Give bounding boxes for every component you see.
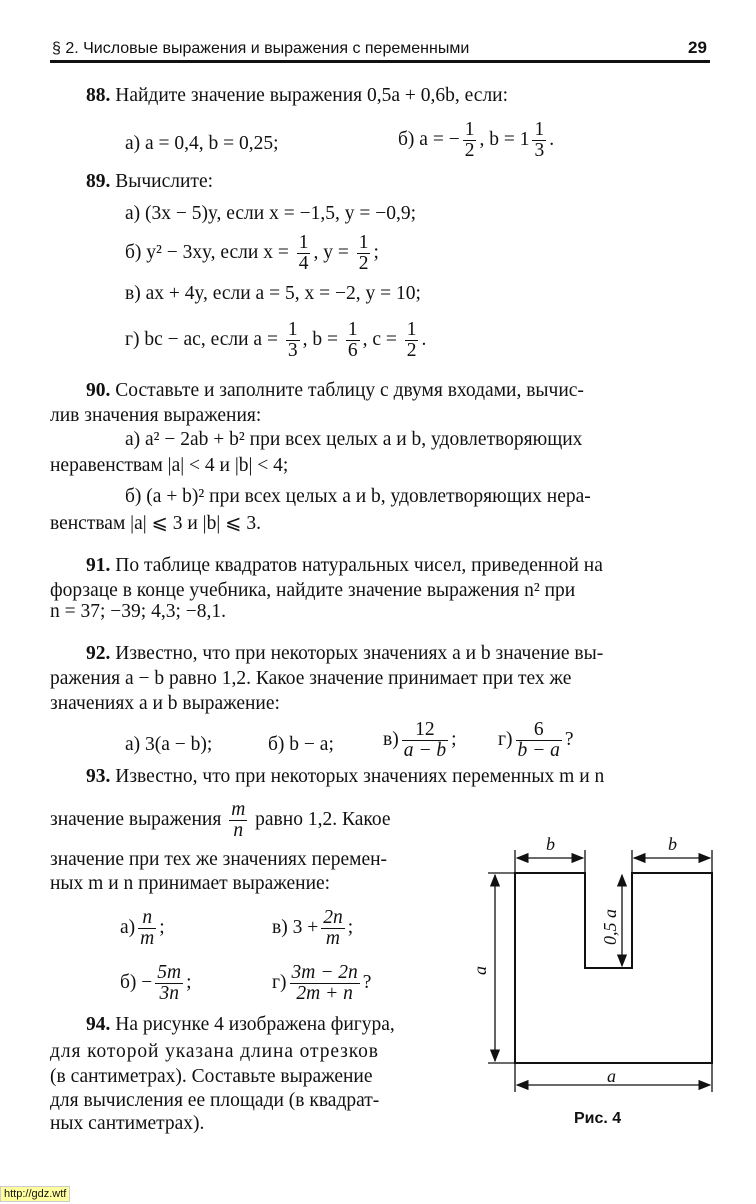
text-line: форзаце в конце учебника, найдите значение выражения n² при <box>50 580 576 601</box>
exercise-93-c: в) 3 + $\frac{2n}{m}$ ; <box>272 907 354 949</box>
exercise-93-d: г) $\frac{3m - 2n}{2m + n}$ ? <box>272 962 372 1004</box>
text-line: для которой указана длина отрезков <box>50 1041 379 1062</box>
exercise-number: 90. <box>86 380 111 401</box>
exercise-number: 93. <box>86 766 111 787</box>
exercise-number: 89. <box>86 171 111 192</box>
exercise-number: 91. <box>86 555 111 576</box>
text-line: ных m и n принимает выражение: <box>50 873 331 894</box>
exercise-92: 92. Известно, что при некоторых значениях a и b значение вы- <box>86 643 604 664</box>
text-line: венствам |a| ⩽ 3 и |b| ⩽ 3. <box>50 513 261 534</box>
exercise-90-b: б) (a + b)² при всех целых a и b, удовлетворяющих нера- <box>125 486 591 507</box>
footer-link[interactable]: http://gdz.wtf <box>0 1186 70 1202</box>
exercise-number: 94. <box>86 1014 111 1035</box>
exercise-number: 92. <box>86 643 111 664</box>
exercise-89-d: г) bc − ac, если a = $\frac{1}{3}$ , b = $\frac{1}{6}$ , c = $\frac{1}{2}$ . <box>125 319 427 361</box>
exercise-89 <box>86 170 213 194</box>
text-line: значение выражения $\frac{m}{n}$ равно 1,2. Какое <box>50 799 391 841</box>
text-line: ражения a − b равно 1,2. Какое значение принимает при тех же <box>50 668 572 689</box>
section-title: § 2. Числовые выражения и выражения с переменными <box>52 40 470 57</box>
exercise-90-a: а) a² − 2ab + b² при всех целых a и b, удовлетворяющих <box>125 429 583 450</box>
header-rule <box>50 60 710 63</box>
exercise-88 <box>86 84 508 108</box>
exercise-93: 93. Известно, что при некоторых значениях переменных m и n <box>86 766 605 787</box>
dimension-lines <box>488 850 712 1092</box>
label-a-bottom: a <box>607 1066 616 1086</box>
text-line: n = 37; −39; 4,3; −8,1. <box>50 601 226 622</box>
text-line: значение при тех же значениях перемен- <box>50 849 388 870</box>
label-a-side: a <box>470 966 490 975</box>
exercise-91: 91. По таблице квадратов натуральных чисел, приведенной на <box>86 555 603 576</box>
exercise-92-c: в) $\frac{12}{a - b}$ ; <box>383 719 457 761</box>
u-shape <box>515 873 712 1063</box>
label-b-right: b <box>668 834 677 854</box>
exercise-92-a: а) 3(a − b); <box>125 734 213 755</box>
exercise-88-a: а) a = 0,4, b = 0,25; <box>125 133 279 154</box>
exercise-text: Вычислите: <box>115 171 214 192</box>
text-line: неравенствам |a| < 4 и |b| < 4; <box>50 455 289 476</box>
text-line: значениях a и b выражение: <box>50 693 280 714</box>
text-line: для вычисления ее площади (в квадрат- <box>50 1090 380 1111</box>
exercise-number: 88. <box>86 85 111 106</box>
label-notch: 0,5 a <box>600 909 620 945</box>
exercise-88-b: б) a = − $\frac{1}{2}$ , b = 1 $\frac{1}{3}$ . <box>398 119 555 161</box>
exercise-90: 90. Составьте и заполните таблицу с двумя входами, вычис- <box>86 380 584 401</box>
text-line: (в сантиметрах). Составьте выражение <box>50 1066 373 1087</box>
exercise-93-a: а) $\frac{n}{m}$ ; <box>120 907 165 949</box>
exercise-text: Найдите значение выражения 0,5a + 0,6b, если: <box>115 85 509 106</box>
figure-4 <box>470 820 730 1120</box>
exercise-89-a: а) (3x − 5)y, если x = −1,5, y = −0,9; <box>125 203 416 224</box>
label-b-left: b <box>546 834 555 854</box>
figure-caption-text: Рис. 4 <box>574 1110 622 1127</box>
exercise-89-c: в) ax + 4y, если a = 5, x = −2, y = 10; <box>125 283 421 304</box>
exercise-89-b: б) y² − 3xy, если x = $\frac{1}{4}$ , y = $\frac{1}{2}$ ; <box>125 232 379 274</box>
page-number: 29 <box>688 38 707 57</box>
text-line: ных сантиметрах). <box>50 1113 205 1134</box>
text-line: лив значения выражения: <box>50 405 262 426</box>
exercise-93-b: б) − $\frac{5m}{3n}$ ; <box>120 962 192 1004</box>
exercise-94: 94. На рисунке 4 изображена фигура, <box>86 1014 395 1035</box>
exercise-92-d: г) $\frac{6}{b - a}$ ? <box>498 719 574 761</box>
exercise-92-b: б) b − a; <box>268 734 334 755</box>
